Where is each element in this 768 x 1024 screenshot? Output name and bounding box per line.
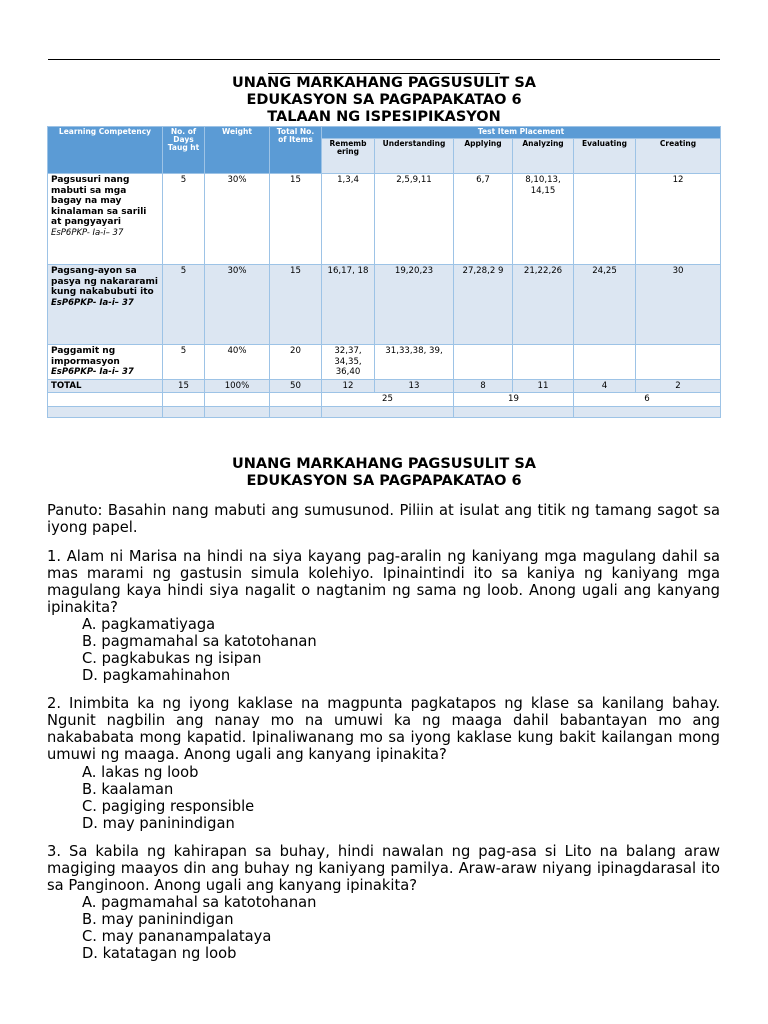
q1-option-b: B. pagmamahal sa katotohanan: [82, 633, 317, 650]
header-analyzing: Analyzing: [513, 139, 574, 174]
blank-row: [48, 406, 721, 417]
competency-text: Pagsusuri nang mabuti sa mga bagay na may kinalaman sa sarili at pangyayari: [51, 175, 147, 227]
total-row: [48, 379, 721, 393]
total-analyzing: 11: [513, 379, 574, 393]
header-row: [48, 127, 721, 139]
table-row: [48, 174, 721, 265]
analyzing-cell: [513, 345, 574, 380]
evaluating-cell: 24,25: [574, 265, 636, 345]
total-understanding: 13: [375, 379, 454, 393]
evaluating-cell: [574, 174, 636, 265]
analyzing-cell: 21,22,26: [513, 265, 574, 345]
analyzing-cell: 8,10,13, 14,15: [513, 174, 574, 265]
header-applying: Applying: [454, 139, 513, 174]
competency-cell: [48, 265, 163, 345]
q2-option-b: B. kaalaman: [82, 781, 174, 798]
competency-cell: [48, 174, 163, 265]
header-days: No. of Days Taug ht: [163, 127, 205, 174]
q1-option-a: A. pagkamatiyaga: [82, 616, 216, 633]
header-evaluating: Evaluating: [574, 139, 636, 174]
total-items: 50: [270, 379, 322, 393]
header-items: Total No. of Items: [270, 127, 322, 174]
instructions: Panuto: Basahin nang mabuti ang sumusunod. Piliin at isulat ang titik ng tamang sagot sa iyong papel.: [47, 502, 720, 536]
weight-cell: 30%: [205, 174, 270, 265]
q3-option-b: B. may paninindigan: [82, 911, 234, 928]
creating-cell: 30: [636, 265, 721, 345]
weight-cell: 30%: [205, 265, 270, 345]
items-cell: 20: [270, 345, 322, 380]
q3-option-c: C. may pananampalataya: [82, 928, 272, 945]
summary-high: 6: [574, 393, 721, 407]
q3-option-a: A. pagmamahal sa katotohanan: [82, 894, 317, 911]
summary-row: [48, 393, 721, 407]
spec-title-line3: TALAAN NG ISPESIPIKASYON: [267, 109, 501, 125]
evaluating-cell: [574, 345, 636, 380]
spec-title-line1: UNANG MARKAHANG PAGSUSULIT SA: [231, 75, 537, 91]
applying-cell: [454, 345, 513, 380]
summary-mid: 19: [454, 393, 574, 407]
total-days: 15: [163, 379, 205, 393]
table-row: [48, 265, 721, 345]
understanding-cell: 31,33,38, 39,: [375, 345, 454, 380]
top-rule: [48, 59, 720, 60]
competency-text: Paggamit ng impormasyon: [51, 346, 120, 367]
test-title-line2: EDUKASYON SA PAGPAPAKATAO 6: [246, 473, 522, 489]
q1-option-c: C. pagkabukas ng isipan: [82, 650, 262, 667]
header-competency: Learning Competency: [48, 127, 163, 174]
creating-cell: [636, 345, 721, 380]
remembering-cell: 16,17, 18: [322, 265, 375, 345]
competency-code: EsP6PKP- Ia-i– 37: [51, 227, 124, 238]
header-weight: Weight: [205, 127, 270, 174]
question-1: 1. Alam ni Marisa na hindi na siya kayang pag-aralin ng kaniyang mga magulang dahil sa mas marami ng gastusin simula kolehiyo. Ipinaintindi ito sa kaniya ng kaniyang mga magulang kaya hindi siya nagalit o nagtanim ng sama ng loob. Anong ugali ang kanyang ipinakita?: [47, 548, 720, 616]
competency-text: Pagsang-ayon sa pasya ng nakararami kung nakabubuti ito: [51, 266, 158, 297]
competency-code: EsP6PKP- Ia-i– 37: [51, 367, 134, 377]
q1-option-d: D. pagkamahinahon: [82, 667, 231, 684]
understanding-cell: 19,20,23: [375, 265, 454, 345]
spec-title-line2: EDUKASYON SA PAGPAPAKATAO 6: [246, 92, 522, 108]
applying-cell: 27,28,2 9: [454, 265, 513, 345]
understanding-cell: 2,5,9,11: [375, 174, 454, 265]
table-of-specification: [47, 126, 721, 418]
q2-option-a: A. lakas ng loob: [82, 764, 199, 781]
total-creating: 2: [636, 379, 721, 393]
header-placement: Test Item Placement: [322, 127, 721, 139]
question-3: 3. Sa kabila ng kahirapan sa buhay, hindi nawalan ng pag-asa si Lito na balang araw magiging maayos din ang buhay ng kaniyang pamilya. Araw-araw niyang ipinagdarasal ito sa Panginoon. Anong ugali ang kanyang ipinakita?: [47, 843, 720, 894]
applying-cell: 6,7: [454, 174, 513, 265]
header-remembering: Rememb ering: [322, 139, 375, 174]
days-cell: 5: [163, 265, 205, 345]
total-evaluating: 4: [574, 379, 636, 393]
items-cell: 15: [270, 174, 322, 265]
question-2: 2. Inimbita ka ng iyong kaklase na magpunta pagkatapos ng klase sa kanilang bahay. Ngunit nagbilin ang nanay mo na umuwi ka ng maaga dahil babantayan mo ang nakababata mong kapatid. Ipinaliwanang mo sa iyong kaklase kung bakit kailangan mong umuwi ng maaga. Anong ugali ang kanyang ipinakita?: [47, 695, 720, 763]
header-creating: Creating: [636, 139, 721, 174]
q2-option-c: C. pagiging responsible: [82, 798, 255, 815]
header-understanding: Understanding: [375, 139, 454, 174]
remembering-cell: 1,3,4: [322, 174, 375, 265]
summary-low: 25: [322, 393, 454, 407]
weight-cell: 40%: [205, 345, 270, 380]
items-cell: 15: [270, 265, 322, 345]
total-weight: 100%: [205, 379, 270, 393]
table-row: [48, 345, 721, 380]
total-applying: 8: [454, 379, 513, 393]
total-remembering: 12: [322, 379, 375, 393]
creating-cell: 12: [636, 174, 721, 265]
days-cell: 5: [163, 345, 205, 380]
total-label: TOTAL: [48, 379, 163, 393]
q3-option-d: D. katatagan ng loob: [82, 945, 237, 962]
days-cell: 5: [163, 174, 205, 265]
remembering-cell: 32,37, 34,35, 36,40: [322, 345, 375, 380]
competency-code: EsP6PKP- Ia-i– 37: [51, 297, 134, 308]
test-title-line1: UNANG MARKAHANG PAGSUSULIT SA: [231, 456, 537, 472]
top-rule-short: [268, 73, 500, 74]
q2-option-d: D. may paninindigan: [82, 815, 235, 832]
competency-cell: [48, 345, 163, 380]
